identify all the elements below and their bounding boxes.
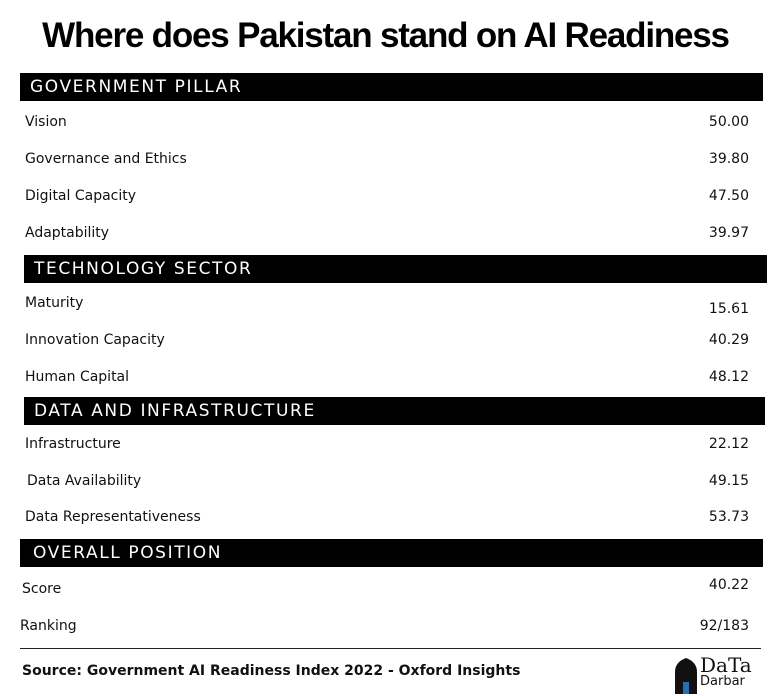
row-label: Digital Capacity <box>25 188 137 204</box>
table-row <box>0 470 771 492</box>
row-label: Data Availability <box>27 473 142 489</box>
row-value: 40.29 <box>708 332 749 348</box>
row-value: 48.12 <box>708 369 749 385</box>
data-darbar-logo <box>672 654 762 694</box>
row-label: Human Capital <box>25 369 130 385</box>
mosque-dome-icon <box>672 654 700 694</box>
row-value: 40.22 <box>708 577 749 593</box>
row-label: Governance and Ethics <box>25 151 187 167</box>
section-header-technology-sector: TECHNOLOGY SECTOR <box>24 255 767 283</box>
table-row <box>0 111 771 133</box>
row-label: Maturity <box>25 295 84 311</box>
table-row <box>0 506 771 528</box>
table-row <box>0 433 771 455</box>
row-label: Innovation Capacity <box>25 332 165 348</box>
section-header-government-pillar: GOVERNMENT PILLAR <box>20 73 763 101</box>
page-title: Where does Pakistan stand on AI Readiness <box>42 16 729 55</box>
row-value: 50.00 <box>708 114 749 130</box>
table-row <box>0 366 771 388</box>
row-label: Ranking <box>20 618 77 634</box>
logo-text-top: DaTa <box>700 653 752 677</box>
table-row <box>0 292 771 317</box>
row-value: 49.15 <box>708 473 749 489</box>
row-label: Vision <box>25 114 67 130</box>
footer-divider <box>20 648 761 649</box>
table-row <box>0 222 771 244</box>
table-row <box>0 148 771 170</box>
table-row <box>0 615 771 637</box>
row-value: 39.80 <box>708 151 749 167</box>
table-row <box>0 329 771 351</box>
row-value: 39.97 <box>708 225 749 241</box>
row-value: 92/183 <box>699 618 749 634</box>
table-row <box>0 185 771 207</box>
row-value: 53.73 <box>708 509 749 525</box>
row-label: Infrastructure <box>25 436 121 452</box>
row-label: Score <box>22 581 62 597</box>
table-row <box>0 578 771 600</box>
source-note: Source: Government AI Readiness Index 2022 - Oxford Insights <box>22 663 521 679</box>
logo-text-bottom: Darbar <box>700 674 745 689</box>
section-header-data-and-infrastructure: DATA AND INFRASTRUCTURE <box>24 397 765 425</box>
row-label: Adaptability <box>25 225 110 241</box>
row-label: Data Representativeness <box>25 509 201 525</box>
row-value: 15.61 <box>708 301 749 317</box>
section-header-overall-position: OVERALL POSITION <box>20 539 763 567</box>
row-value: 47.50 <box>708 188 749 204</box>
row-value: 22.12 <box>708 436 749 452</box>
